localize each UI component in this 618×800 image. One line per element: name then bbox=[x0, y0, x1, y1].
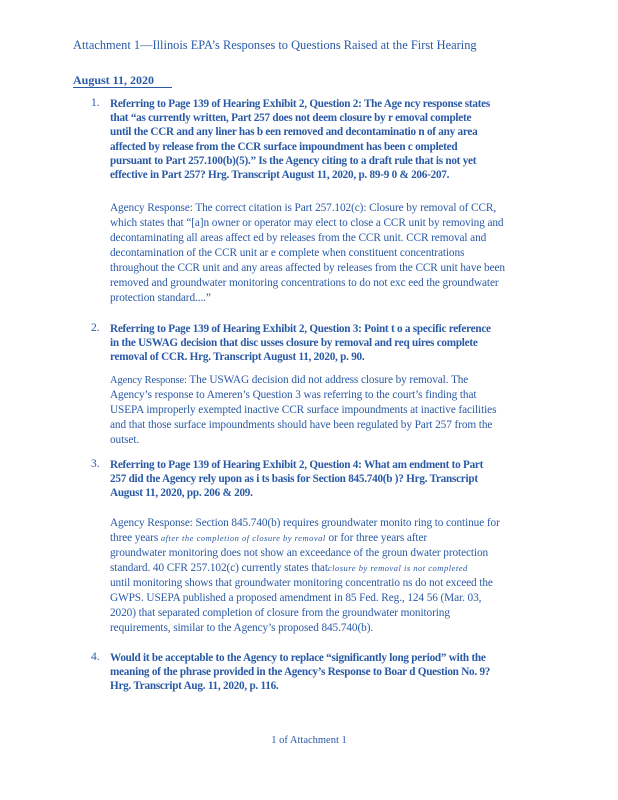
answer-line: groundwater monitoring does not show an exceedance of the groun dwater protection bbox=[110, 547, 489, 559]
inserted-text: after the completion of closure by removal bbox=[160, 533, 326, 543]
answer-line bbox=[110, 373, 550, 388]
inserted-text: closure by removal is not completed bbox=[327, 563, 468, 573]
document-title: Attachment 1—Illinois EPA’s Responses to Questions Raised at the First Hearing bbox=[73, 38, 477, 52]
answer-line: Agency’s response to Ameren’s Question 3 was referring to the court’s finding that bbox=[110, 389, 477, 401]
item-number-1: 1. bbox=[91, 97, 100, 109]
answer-1 bbox=[110, 201, 550, 306]
answer-line: protection standard....” bbox=[110, 292, 211, 304]
question-line: until the CCR and any liner has b een removed and decontaminatio n of any area bbox=[110, 126, 478, 139]
answer-line: requirements, similar to the Agency’s proposed 845.740(b). bbox=[110, 622, 374, 634]
answer-line: which states that “[a]n owner or operator may elect to close a CCR unit by removing and bbox=[110, 217, 504, 229]
question-4 bbox=[110, 651, 540, 694]
question-line: Referring to Page 139 of Hearing Exhibit 2, Question 2: The Age ncy response states bbox=[110, 98, 491, 110]
question-line: affected by release from the CCR surface impoundment has been c ompleted bbox=[110, 140, 458, 153]
question-1 bbox=[110, 97, 540, 182]
answer-label: Agency Response: bbox=[110, 375, 187, 386]
answer-line: standard. 40 CFR 257.102(c) currently states thatclosure by removal is not completed bbox=[110, 562, 468, 574]
answer-line: Agency Response: The correct citation is Part 257.102(c): Closure by removal of CCR, bbox=[110, 202, 497, 214]
question-2 bbox=[110, 322, 540, 365]
answer-3 bbox=[110, 516, 550, 636]
question-line: Would it be acceptable to the Agency to replace “significantly long period” with the bbox=[110, 652, 486, 664]
hearing-date: August 11, 2020 bbox=[73, 74, 172, 88]
answer-line: decontaminating all areas affect ed by releases from the CCR unit. CCR removal and bbox=[110, 232, 487, 244]
question-line: effective in Part 257? Hrg. Transcript August 11, 2020, p. 89-9 0 & 206-207. bbox=[110, 169, 450, 182]
page-footer: 1 of Attachment 1 bbox=[271, 735, 347, 746]
answer-line: and that those surface impoundments should have been regulated by Part 257 from the bbox=[110, 419, 493, 431]
question-line: Referring to Page 139 of Hearing Exhibit 2, Question 3: Point t o a specific reference bbox=[110, 323, 491, 335]
answer-line: until monitoring shows that groundwater monitoring concentratio ns do not exceed the bbox=[110, 577, 493, 589]
question-line: 257 did the Agency rely upon as i ts basis for Section 845.740(b )? Hrg. Transcript bbox=[110, 473, 478, 486]
question-line: Hrg. Transcript Aug. 11, 2020, p. 116. bbox=[110, 680, 279, 693]
answer-line: GWPS. USEPA published a proposed amendment in 85 Fed. Reg., 124 56 (Mar. 03, bbox=[110, 592, 482, 604]
question-line: in the USWAG decision that disc usses closure by removal and req uires complete bbox=[110, 337, 478, 350]
answer-line: three years after the completion of closure by removal or for three years after bbox=[110, 532, 428, 544]
question-line: removal of CCR. Hrg. Transcript August 11, 2020, p. 90. bbox=[110, 351, 365, 364]
question-line: Referring to Page 139 of Hearing Exhibit 2, Question 4: What am endment to Part bbox=[110, 459, 484, 471]
question-line: pursuant to Part 257.100(b)(5).” Is the Agency citing to a draft rule that is not yet bbox=[110, 154, 477, 167]
answer-line: removed and groundwater monitoring concentrations to do not exc eed the groundwater bbox=[110, 277, 499, 289]
item-number-4: 4. bbox=[91, 651, 100, 663]
question-line: that “as currently written, Part 257 does not deem closure by r emoval complete bbox=[110, 112, 472, 125]
answer-line: 2020) that separated completion of closure from the groundwater monitoring bbox=[110, 607, 450, 619]
answer-line: outset. bbox=[110, 434, 140, 446]
question-line: meaning of the phrase provided in the Agency’s Response to Boar d Question No. 9? bbox=[110, 666, 491, 679]
item-number-2: 2. bbox=[91, 322, 100, 334]
question-line: August 11, 2020, pp. 206 & 209. bbox=[110, 487, 253, 500]
item-number-3: 3. bbox=[91, 458, 100, 470]
answer-first-line: The USWAG decision did not address closure by removal. The bbox=[186, 374, 469, 386]
answer-line: throughout the CCR unit and any areas affected by releases from the CCR unit have been bbox=[110, 262, 505, 274]
answer-line: Agency Response: Section 845.740(b) requires groundwater monito ring to continue for bbox=[110, 517, 500, 529]
question-3 bbox=[110, 458, 540, 501]
answer-2 bbox=[110, 373, 550, 448]
answer-line: decontamination of the CCR unit ar e complete when constituent concentrations bbox=[110, 247, 465, 259]
answer-line: USEPA improperly exempted inactive CCR surface impoundments at inactive facilities bbox=[110, 404, 497, 416]
